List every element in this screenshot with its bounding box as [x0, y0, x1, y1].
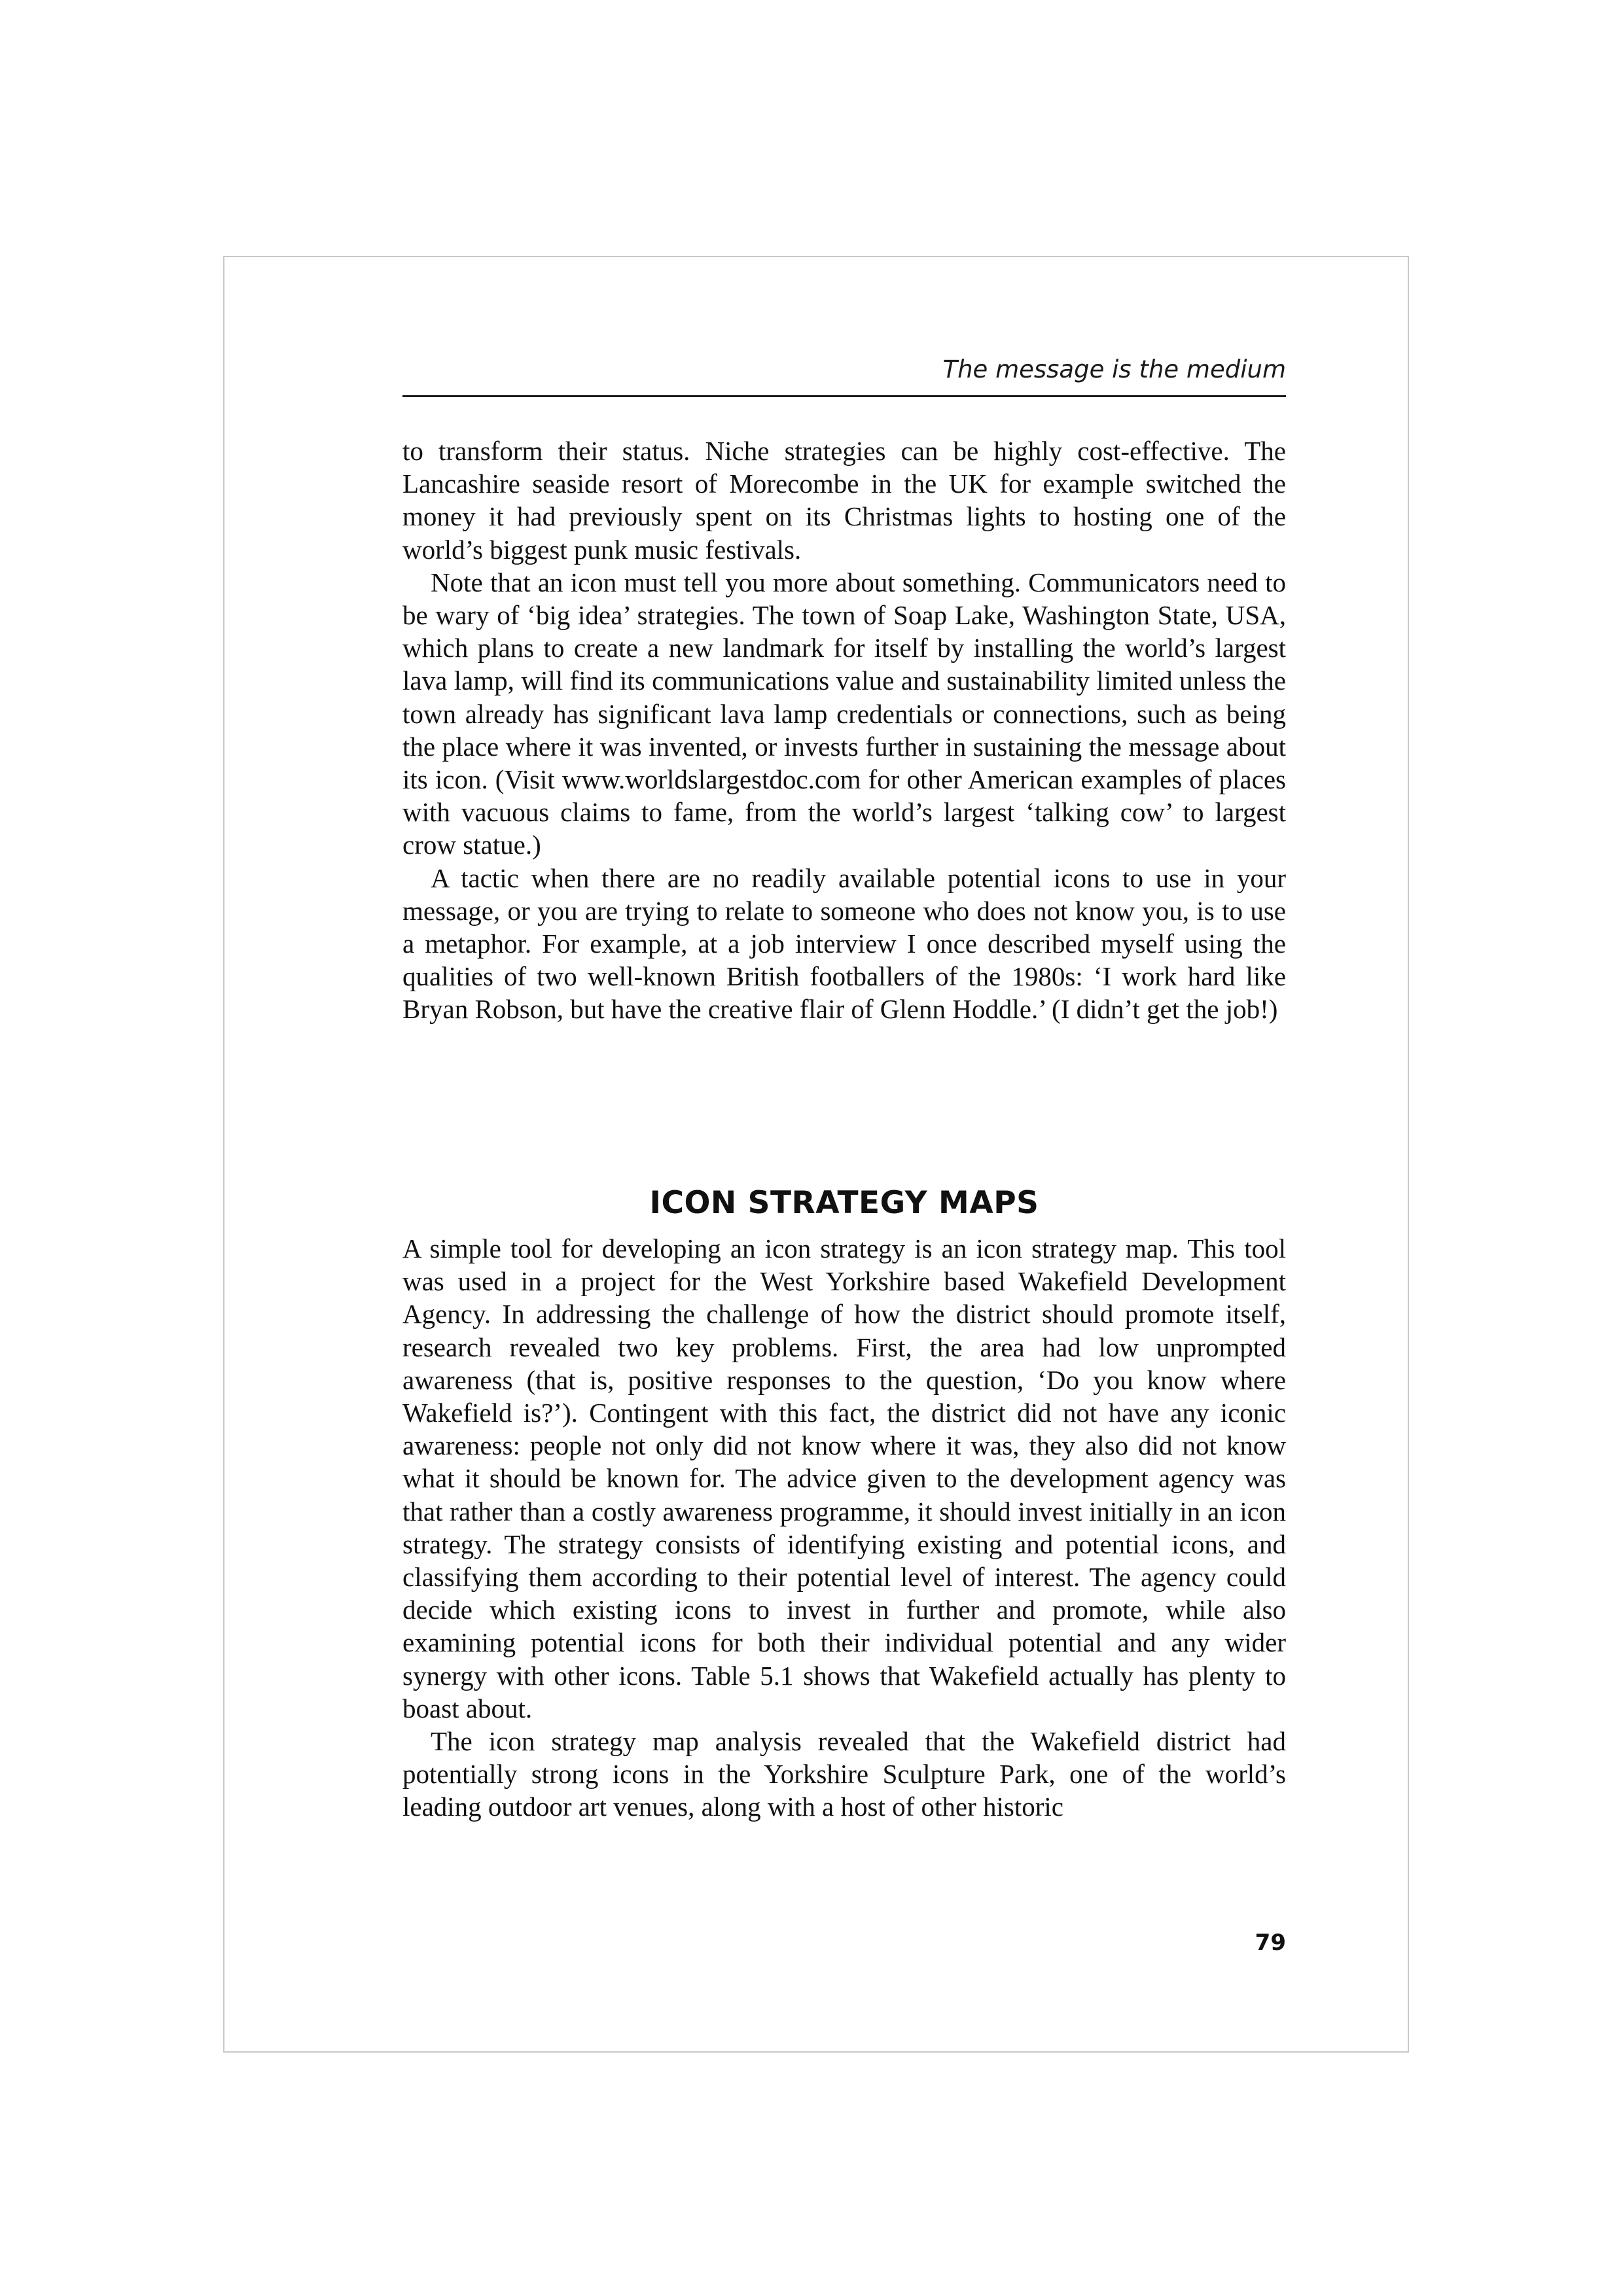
paragraph: The icon strategy map analysis revealed that the Wakefield district had potentially strong icons in the Yorkshire Sculpture Park, one of the world’s leading outdoor art venues, along with a host of other historic: [402, 1726, 1286, 1822]
paragraph: to transform their status. Niche strategies can be highly cost-effective. The Lancashire seaside resort of Morecombe in the UK for example switched the money it had previously spent on its Christmas lights to hosting one of the world’s biggest punk music festivals.: [402, 436, 1286, 565]
paragraph: A tactic when there are no readily available potential icons to use in your message, or you are trying to relate to someone who does not know you, is to use a metaphor. For example, at a job interview I once described myself using the qualities of two well-known British footballers of the 1980s: ‘I work hard like Bryan Robson, but have the creative flair of Glenn Hoddle.’ (I didn’t get the job!): [402, 862, 1286, 1025]
paragraph: Note that an icon must tell you more about something. Communicators need to be wary of ‘big idea’ strategies. The town of Soap Lake, Washington State, USA, which plans to create a new landmark for itself by installing the world’s largest lava lamp, will find its communications value and sustainability limited unless the town already has significant lava lamp credentials or connections, such as being the place where it was invented, or invests further in sustaining the message about its icon. (Visit www.worldslargestdoc.com for other American examples of places with vacuous claims to fame, from the world’s largest ‘talking cow’ to largest crow statue.): [402, 567, 1286, 860]
page-number: 79: [1255, 1930, 1286, 1956]
section-body-1: [402, 434, 1286, 1026]
section-heading: ICON STRATEGY MAPS: [649, 1185, 1039, 1221]
paragraph: A simple tool for developing an icon strategy is an icon strategy map. This tool was used in a project for the West Yorkshire based Wakefield Development Agency. In addressing the challenge of how the district should promote itself, research revealed two key problems. First, the area had low unprompted awareness (that is, positive responses to the question, ‘Do you know where Wakefield is?’). Contingent with this fact, the district did not have any iconic awareness: people not only did not know where it was, they also did not know what it should be known for. The advice given to the development agency was that rather than a costly awareness programme, it should invest initially in an icon strategy. The strategy consists of identifying existing and potential icons, and classifying them according to their potential level of interest. The agency could decide which existing icons to invest in further and promote, while also examining potential icons for both their individual potential and any wider synergy with other icons. Table 5.1 shows that Wakefield actually has plenty to boast about.: [402, 1233, 1286, 1723]
running-header: The message is the medium: [942, 355, 1286, 383]
header-rule: [402, 395, 1286, 397]
section-body-2: [402, 1232, 1286, 1824]
